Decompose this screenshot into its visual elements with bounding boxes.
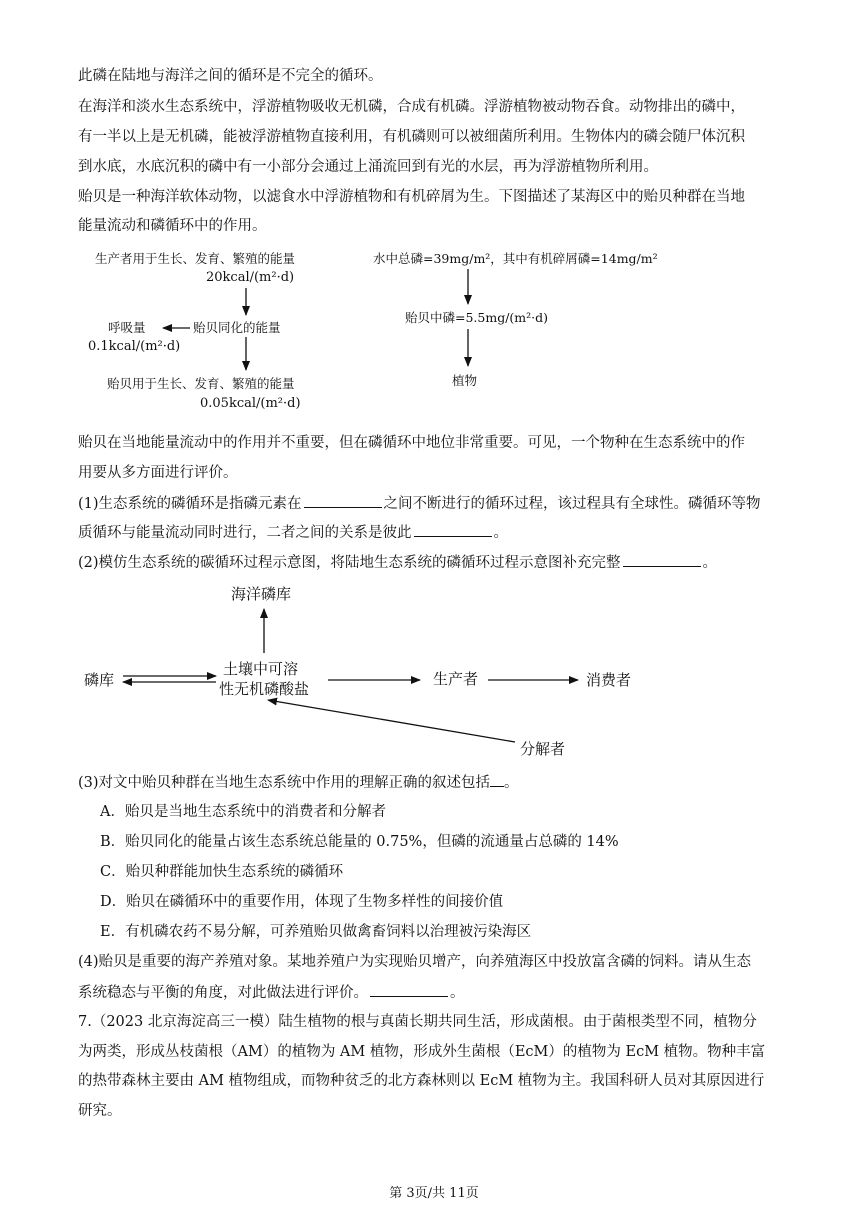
question-4-cont: 系统稳态与平衡的角度，对此做法进行评价。 。 [78,982,465,1003]
soil-phosphate-label-2: 性无机磷酸盐 [219,680,310,698]
plant-label: 植物 [452,373,478,388]
producer-energy-value: 20kcal/(m²·d) [206,270,295,285]
respiration-label: 呼吸量 [108,320,146,335]
water-total-phosphorus: 水中总磷=39mg/m²，其中有机碎屑磷=14mg/m² [373,251,658,266]
arrow-decomposer-to-soil [268,700,515,742]
soil-phosphate-label-1: 土壤中可溶 [223,660,299,678]
mussel-assimilated-label: 贻贝同化的能量 [193,320,281,335]
question-7-line: 为两类，形成丛枝菌根（AM）的植物为 AM 植物，形成外生菌根（EcM）的植物为 EcM 植物。物种丰富 [78,1044,766,1060]
paragraph: 能量流动和磷循环中的作用。 [78,218,267,234]
question-2: (2)模仿生态系统的碳循环过程示意图，将陆地生态系统的磷循环过程示意图补充完整 。 [78,552,717,573]
respiration-value: 0.1kcal/(m²·d) [88,339,181,354]
option-e[interactable]: E．有机磷农药不易分解，可养殖贻贝做禽畜饲料以治理被污染海区 [100,924,532,940]
reservoir-label: 磷库 [84,671,115,689]
question-1: (1)生态系统的磷循环是指磷元素在 之间不断进行的循环过程，该过程具有全球性。磷循环等物 [78,493,761,514]
question-7-line: 7.（2023 北京海淀高三一模）陆生植物的根与真菌长期共同生活，形成菌根。由于菌根类型不同，植物分 [78,1014,757,1030]
producer-energy-label: 生产者用于生长、发育、繁殖的能量 [95,251,296,266]
producer-label: 生产者 [433,670,479,688]
paragraph: 此磷在陆地与海洋之间的循环是不完全的循环。 [78,68,383,84]
option-d[interactable]: D．贻贝在磷循环中的重要作用，体现了生物多样性的间接价值 [100,894,504,910]
consumer-label: 消费者 [586,671,632,689]
question-7-line: 研究。 [78,1103,122,1119]
option-c[interactable]: C．贻贝种群能加快生态系统的磷循环 [100,864,344,880]
decomposer-label: 分解者 [520,740,566,758]
option-a[interactable]: A．贻贝是当地生态系统中的消费者和分解者 [100,804,386,820]
page-footer: 第 3页/共 11页 [389,1186,479,1201]
paragraph: 贻贝是一种海洋软体动物，以滤食水中浮游植物和有机碎屑为生。下图描述了某海区中的贻贝种群在当地 [78,189,745,205]
paragraph: 贻贝在当地能量流动中的作用并不重要，但在磷循环中地位非常重要。可见，一个物种在生态系统中的作 [78,435,745,451]
mussel-growth-label: 贻贝用于生长、发育、繁殖的能量 [107,376,295,391]
question-3: (3)对文中贻贝种群在当地生态系统中作用的理解正确的叙述包括 。 [78,772,519,793]
question-4: (4)贻贝是重要的海产养殖对象。某地养殖户为实现贻贝增产，向养殖海区中投放富含磷的饲料。请从生态 [78,954,752,970]
mussel-growth-value: 0.05kcal/(m²·d) [200,396,301,411]
option-b[interactable]: B．贻贝同化的能量占该生态系统总能量的 0.75%，但磷的流通量占总磷的 14% [100,834,619,850]
question-7-line: 的热带森林主要由 AM 植物组成，而物种贫乏的北方森林则以 EcM 植物为主。我国科研人员对其原因进行 [78,1073,765,1089]
paragraph: 在海洋和淡水生态系统中，浮游植物吸收无机磷，合成有机磷。浮游植物被动物吞食。动物排出的磷中， [78,99,745,115]
ocean-reservoir-label: 海洋磷库 [231,585,292,603]
paragraph: 到水底，水底沉积的磷中有一小部分会通过上涌流回到有光的水层，再为浮游植物所利用。 [78,159,658,175]
question-1-cont: 质循环与能量流动同时进行，二者之间的关系是彼此 。 [78,522,508,543]
paragraph: 有一半以上是无机磷，能被浮游植物直接利用，有机磷则可以被细菌所利用。生物体内的磷会随尸体沉积 [78,129,745,145]
mussel-phosphorus: 贻贝中磷=5.5mg/(m²·d) [405,310,549,325]
paragraph: 用要从多方面进行评价。 [78,465,238,481]
